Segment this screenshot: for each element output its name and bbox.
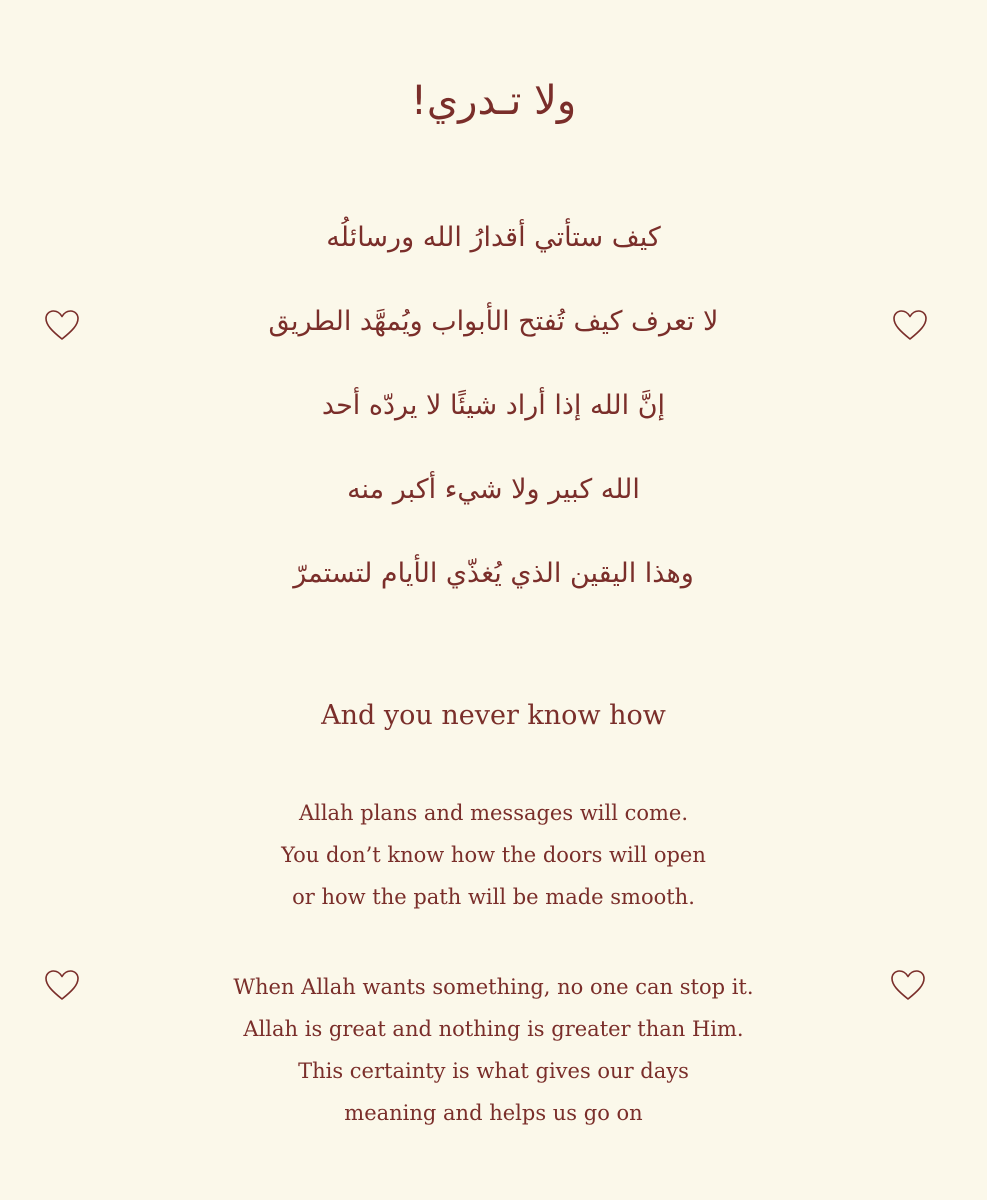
- heart-outline-icon: [892, 308, 928, 344]
- english-p2-line-4: meaning and helps us go on: [344, 1101, 643, 1125]
- english-p1-line-1: Allah plans and messages will come.: [298, 801, 689, 825]
- english-p2-line-3: This certainty is what gives our days: [298, 1059, 689, 1083]
- heart-outline-icon: [44, 308, 80, 344]
- arabic-line-5: وهذا اليقين الذي يُغذّي الأيام لتستمرّ: [293, 558, 694, 589]
- heart-outline-icon: [890, 968, 926, 1004]
- english-p1-line-2: You don’t know how the doors will open: [281, 843, 706, 867]
- heart-outline-icon: [44, 968, 80, 1004]
- arabic-line-1: كيف ستأتي أقدارُ الله ورسائلُه: [326, 222, 661, 253]
- arabic-line-4: الله كبير ولا شيء أكبر منه: [347, 474, 640, 505]
- english-title: And you never know how: [321, 700, 666, 731]
- arabic-title: ولا تـدري!: [410, 78, 577, 124]
- english-p2-line-1: When Allah wants something, no one can stop it.: [233, 975, 754, 999]
- arabic-line-3: إنَّ الله إذا أراد شيئًا لا يردّه أحد: [321, 390, 666, 421]
- english-p2-line-2: Allah is great and nothing is greater than Him.: [243, 1017, 744, 1041]
- arabic-line-2: لا تعرف كيف تُفتح الأبواب ويُمهَّد الطريق: [268, 306, 719, 337]
- english-p1-line-3: or how the path will be made smooth.: [292, 885, 695, 909]
